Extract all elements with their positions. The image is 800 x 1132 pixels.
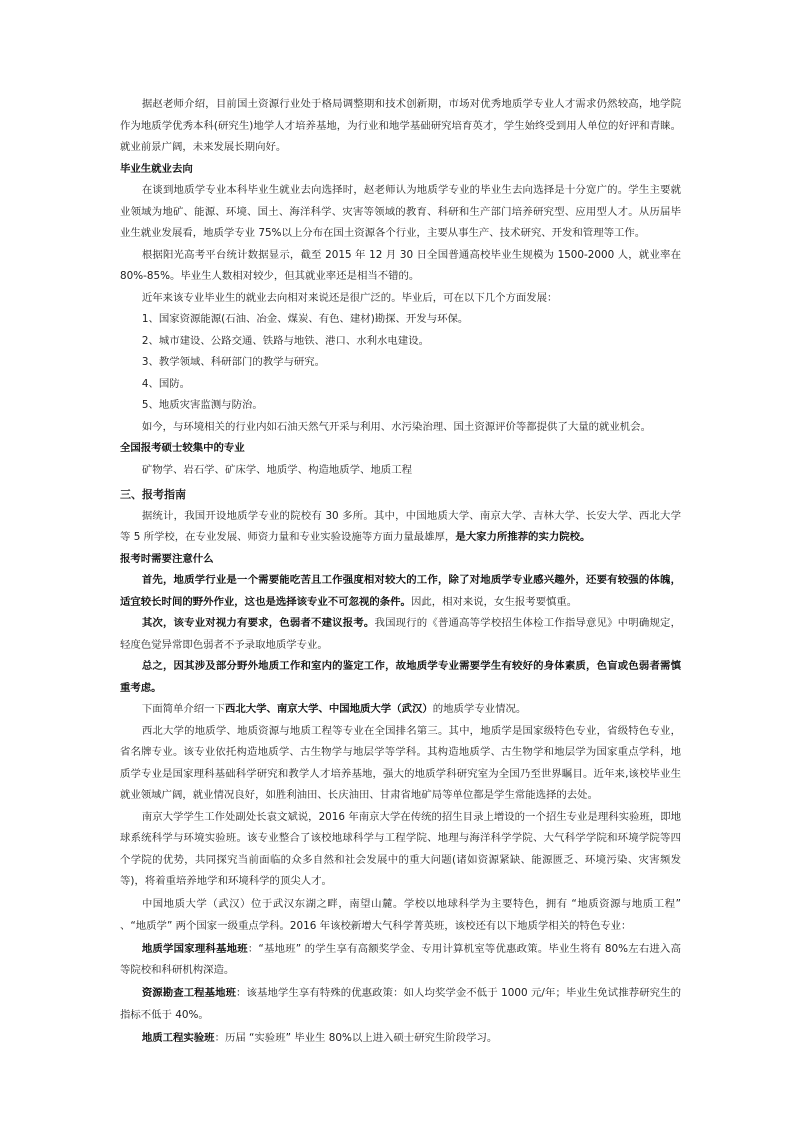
list-item: 2、城市建设、公路交通、铁路与地铁、港口、水利水电建设。 <box>141 334 429 347</box>
class-desc: ：历届 “实验班” 毕业生 80%以上进入硕士研究生阶段学习。 <box>214 1031 498 1044</box>
guide-paragraph <box>120 506 681 549</box>
employment-paragraph-2: 根据阳光高考平台统计数据显示，截至 2015 年 12 月 30 日全国普通高校毕业生规模为 1500-2000 人，就业率在 80%-85%。毕业生人数相对较少，但其就业率还是相当不错的。 <box>120 248 681 282</box>
cug-class-3 <box>120 1028 681 1050</box>
cug-class-1 <box>120 939 681 982</box>
cug-paragraph: 中国地质大学（武汉）位于武汉东湖之畔，南望山麓。学校以地球科学为主要特色，拥有 “地质资源与地质工程” 、“地质学” 两个国家一级重点学科。2016 年该校新增大气科学菁英班，该校还有以下地质学相关的特色专业： <box>120 898 681 932</box>
intro-text: 下面简单介绍一下 <box>141 703 225 715</box>
intro-text-end: 的地质学专业情况。 <box>432 703 527 715</box>
employment-paragraph-1: 在谈到地质学专业本科毕业生就业去向选择时，赵老师认为地质学专业的毕业生去向选择是十分宽广的。学生主要就业领域为地矿、能源、环境、国土、海洋科学、灾害等领域的教育、科研和生产部门培养研究型、应用型人才。从历届毕业生就业发展看，地质学专业 75%以上分布在国土资源各个行业，主要从事生产、技术研究、开发和管理等工作。 <box>120 184 681 239</box>
class-name: 地质学国家理科基地班 <box>141 942 248 955</box>
class-desc: ：该基地学生享有特殊的优惠政策：如人均奖学金不低于 1000 元/年；毕业生免试推荐研究生的指标不低于 40%。 <box>120 987 682 1021</box>
class-desc: ：“基地班” 的学生享有高额奖学金、专用计算机室等优惠政策。毕业生将有 80%左右进入高等院校和科研机构深造。 <box>120 942 682 976</box>
guide-text: 据统计，我国开设地质学专业的院校有 30 多所。其中，中国地质大学、南京大学、吉林大学、长安大学、西北大学等 5 所学校，在专业发展、师资力量和专业实验设施等方面力量最雄厚， <box>120 509 681 543</box>
section-heading-guide: 三、报考指南 <box>120 488 186 501</box>
notes-heading: 报考时需要注意什么 <box>120 552 214 565</box>
list-item: 3、教学领域、科研部门的教学与研究。 <box>141 356 326 368</box>
note-2 <box>120 613 681 656</box>
employment-heading: 毕业生就业去向 <box>120 162 193 175</box>
guide-emphasis: 是大家力所推荐的实力院校。 <box>455 531 591 543</box>
cug-class-2 <box>120 983 681 1026</box>
list-item: 4、国防。 <box>141 377 191 390</box>
employment-paragraph-4: 如今，与环境相关的行业内如石油天然气开采与利用、水污染治理、国土资源评价等都提供了大量的就业机会。 <box>141 420 651 433</box>
universities-intro <box>120 699 681 721</box>
nju-paragraph: 南京大学学生工作处副处长袁文斌说，2016 年南京大学在传统的招生目录上增设的一个招生专业是理科实验班，即地球系统科学与环境实验班。该专业整合了该校地球科学与工程学院、地理与海洋科学学院、大气科学学院和环境学院等四个学院的优势，共同探究当前面临的众多自然和社会发展中的重大问题(诸如资源紧缺、能源匮乏、环境污染、灾害频发等)，将着重培养地学和环境科学的顶尖人才。 <box>120 810 681 887</box>
class-name: 资源勘查工程基地班 <box>141 987 237 999</box>
masters-list: 矿物学、岩石学、矿床学、地质学、构造地质学、地质工程 <box>141 463 412 476</box>
note-1-text: 因此，相对来说，女生报考要慎重。 <box>410 595 578 608</box>
nwu-paragraph: 西北大学的地质学、地质资源与地质工程等专业在全国排名第三。其中，地质学是国家级特色专业，省级特色专业，省名牌专业。该专业依托构造地质学、古生物学与地层学等学科。其构造地质学、古生物学和地层学为国家重点学科，地质学专业是国家理科基础科学研究和教学人才培养基地，强大的地质学科研究室为全国乃至世界瞩目。近年来,该校毕业生就业领域广阔，就业情况良好，如胜利油田、长庆油田、甘肃省地矿局等单位都是学生常能选择的去处。 <box>120 724 681 801</box>
note-3-emphasis: 总之，因其涉及部分野外地质工作和室内的鉴定工作，故地质学专业需要学生有较好的身体素质，色盲或色弱者需慎重考虑。 <box>120 660 681 694</box>
masters-heading: 全国报考硕士较集中的专业 <box>120 442 245 454</box>
list-item: 5、地质灾害监测与防治。 <box>141 399 263 411</box>
note-1 <box>120 570 681 613</box>
list-item: 1、国家资源能源(石油、冶金、煤炭、有色、建材)勘探、开发与环保。 <box>141 313 469 325</box>
note-3 <box>120 656 681 699</box>
universities-names: 西北大学、南京大学、中国地质大学（武汉） <box>224 703 433 715</box>
document-page <box>120 94 681 1049</box>
employment-paragraph-3: 近年来该专业毕业生的就业去向相对来说还是很广泛的。毕业后，可在以下几个方面发展： <box>141 291 558 304</box>
intro-paragraph: 据赵老师介绍，目前国土资源行业处于格局调整期和技术创新期，市场对优秀地质学专业人才需求仍然较高，地学院作为地质学优秀本科(研究生)地学人才培养基地，为行业和地学基础研究培育英才，学生始终受到用人单位的好评和青睐。就业前景广阔，未来发展长期向好。 <box>120 98 681 153</box>
class-name: 地质工程实验班 <box>141 1031 215 1044</box>
note-2-emphasis: 其次，该专业对视力有要求，色弱者不建议报考。 <box>141 617 375 629</box>
note-2-text: 我国现行的《普通高等学校招生体检工作指导意见》中明确规定，轻度色觉异常即色弱者不予录取地质学专业。 <box>120 617 682 651</box>
note-1-emphasis: 首先，地质学行业是一个需要能吃苦且工作强度相对较大的工作，除了对地质学专业感兴趣外，还要有较强的体魄，适宜较长时间的野外作业，这也是选择该专业不可忽视的条件。 <box>120 574 681 608</box>
